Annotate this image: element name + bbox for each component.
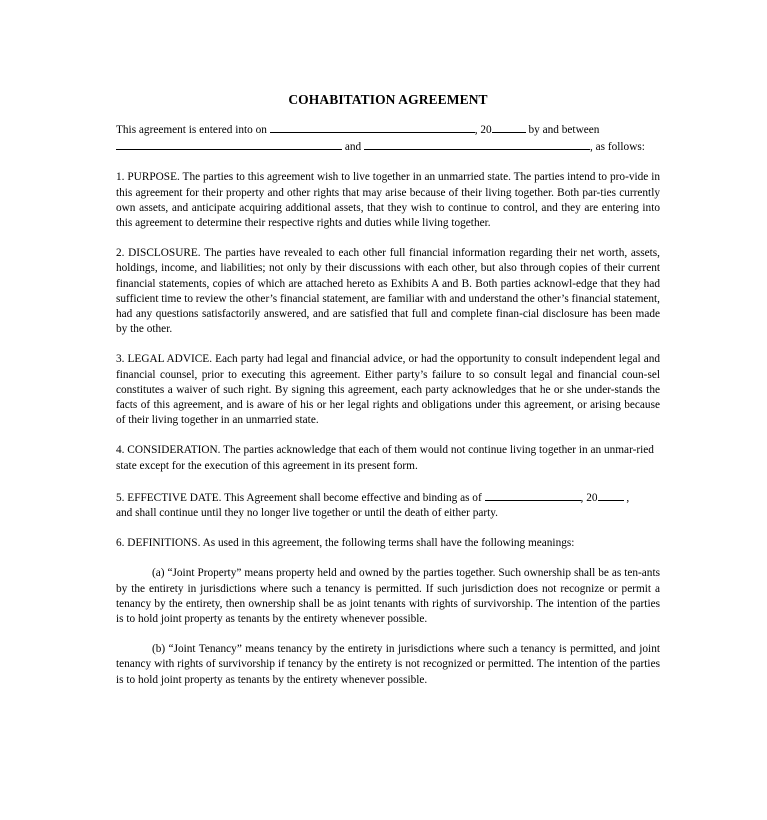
section-heading: 6. DEFINITIONS. <box>116 537 201 550</box>
section-legal-advice <box>116 352 660 428</box>
section-text: The parties acknowledge that each of them would not continue living together in an unmar-ried state except for the execution of this agreement in its present form. <box>116 444 654 472</box>
section-text: As used in this agreement, the following terms shall have the following meanings: <box>202 537 575 550</box>
section-heading: 4. CONSIDERATION. <box>116 444 221 457</box>
effective-comma: , <box>626 491 630 504</box>
definition-text: (a) “Joint Property” means property held and owned by the parties together. Such ownership shall be as ten-ants by the entirety in jurisdictions where such a tenancy is permitted. If such jurisdiction does not recognize or permit a tenancy by the entirety, then ownership shall be as joint tenants with rights of survivorship. The intention of the parties is to hold joint property as tenants by the entirety whenever possible. <box>116 567 660 626</box>
intro-block <box>116 121 660 155</box>
year-blank[interactable] <box>492 121 526 133</box>
intro-line-1 <box>116 121 660 138</box>
intro-entered-text: This agreement is entered into on <box>116 124 267 136</box>
section-heading: 3. LEGAL ADVICE. <box>116 353 213 366</box>
intro-follows-text: , as follows: <box>589 141 645 154</box>
year-prefix: , 20 <box>474 124 492 136</box>
intro-and-text: and <box>344 141 362 154</box>
intro-between-text: by and between <box>528 124 600 136</box>
agreement-page <box>116 92 660 703</box>
section-heading: 1. PURPOSE. <box>116 171 180 184</box>
date-blank[interactable] <box>270 121 475 133</box>
section-heading: 5. EFFECTIVE DATE. <box>116 491 222 504</box>
section-text: The parties to this agreement wish to live together in an unmarried state. The parties intend to pro-vide in this agreement for their property and other rights that may arise because of their living together. Both par-ties currently own assets, and anticipate acquiring additional assets, that they wish to continue to control, and they are entering into this agreement to determine their respective rights and duties while living together. <box>116 171 660 230</box>
section-definitions <box>116 536 660 551</box>
party-two-blank[interactable] <box>364 138 590 150</box>
section-heading: 2. DISCLOSURE. <box>116 247 201 260</box>
intro-line-2 <box>116 138 660 155</box>
section-consideration <box>116 443 660 473</box>
section-purpose <box>116 170 660 231</box>
section-text: The parties have revealed to each other full financial information regarding their net worth, assets, holdings, income, and liabilities; not only by their discussions with each other, but also through copies of their current financial statements, copies of which are attached hereto as Exhibits A and B. Both parties acknowl-edge that they had sufficient time to review the other’s financial statement, are familiar with and understand the other’s financial statement, had any questions satisfactorily answered, and are satisfied that full and complete finan-cial disclosure has been made by the other. <box>116 247 661 336</box>
section-effective-date <box>116 489 660 521</box>
definition-joint-property <box>116 566 660 627</box>
effective-date-blank[interactable] <box>485 489 581 501</box>
effective-text: This Agreement shall become effective and binding as of <box>224 491 482 504</box>
section-disclosure <box>116 246 660 337</box>
effective-year-blank[interactable] <box>598 489 624 501</box>
document-title: COHABITATION AGREEMENT <box>288 92 488 107</box>
definition-text: (b) “Joint Tenancy” means tenancy by the entirety in jurisdictions where such a tenancy is permitted, and joint tenancy with rights of survivorship if tenancy by the entirety is not recognized or permitted. The intention of the parties is to hold joint property as tenants by the entirety whenever possible. <box>116 643 660 686</box>
section-text: Each party had legal and financial advice, or had the opportunity to consult independent legal and financial counsel, prior to executing this agreement. Either party’s failure to so consult legal and financial coun-sel constitutes a waiver of such right. By signing this agreement, each party acknowledges that he or she under-stands the facts of this agreement, and is aware of his or her legal rights and obligations under this agreement, or arising because of their living together in an unmarried state. <box>116 353 661 427</box>
definition-joint-tenancy <box>116 642 660 688</box>
effective-continue-text: and shall continue until they no longer live together or until the death of either party. <box>116 507 498 520</box>
party-one-blank[interactable] <box>116 138 342 150</box>
effective-year-prefix: , 20 <box>580 491 598 504</box>
